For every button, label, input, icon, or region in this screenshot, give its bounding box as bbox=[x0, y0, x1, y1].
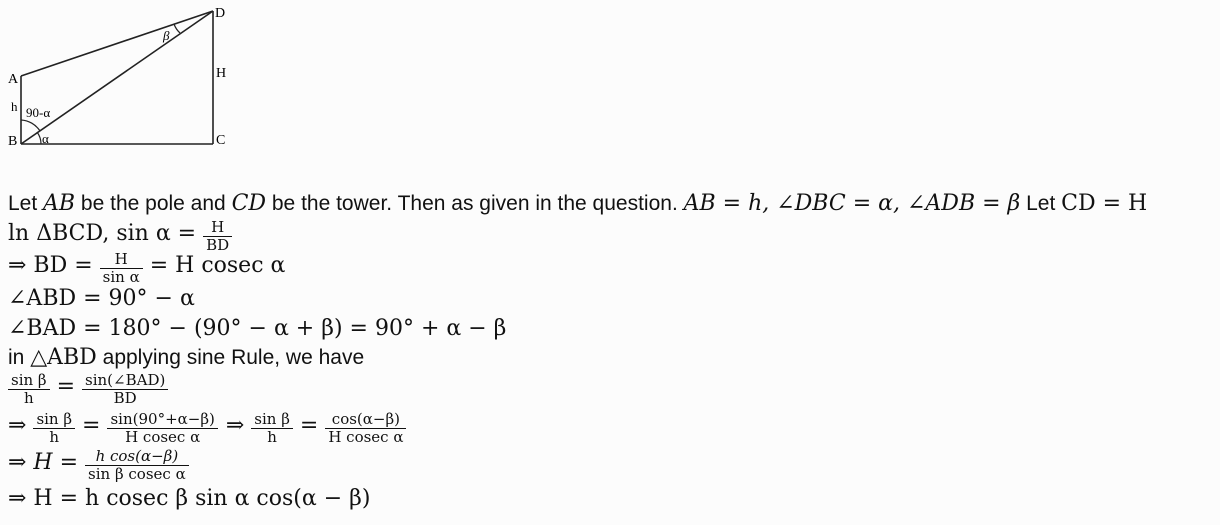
implies: ⇒ bbox=[225, 413, 252, 439]
equals: = bbox=[49, 374, 83, 400]
label-b: B bbox=[8, 134, 18, 149]
sine-rule-eq bbox=[8, 372, 168, 407]
frac-num: sin β bbox=[33, 411, 75, 429]
ab-symbol: AB bbox=[43, 191, 76, 216]
triangle-diagram bbox=[0, 0, 240, 150]
frac-den: h bbox=[49, 428, 60, 446]
frac-num: sin(90°+α−β) bbox=[107, 411, 217, 429]
sine-rule-line bbox=[8, 345, 364, 370]
intro-text-1: Let bbox=[8, 192, 44, 215]
cd-symbol: CD bbox=[231, 191, 267, 216]
frac-den: h bbox=[267, 428, 277, 446]
given-values: AB = h, ∠DBC = α, ∠ADB = β bbox=[683, 191, 1021, 216]
fraction-h-bd bbox=[203, 219, 232, 254]
label-90-alpha: 90-α bbox=[26, 105, 51, 120]
angle-arc-alpha bbox=[37, 132, 41, 144]
label-beta: β bbox=[163, 28, 170, 43]
frac-den: sin α bbox=[102, 268, 140, 286]
triangle-abd: △ABD bbox=[30, 345, 97, 370]
fraction-sin90 bbox=[107, 411, 217, 446]
frac-den: sin β cosec α bbox=[88, 465, 186, 483]
frac-num: cos(α−β) bbox=[325, 411, 406, 429]
equals: = bbox=[292, 413, 326, 439]
intro-text-3: be the tower. Then as given in the question. bbox=[266, 192, 684, 215]
in-bcd-text: ln ΔBCD, sin α = bbox=[8, 221, 204, 247]
fraction-hcos bbox=[85, 448, 189, 483]
label-a: A bbox=[8, 72, 19, 87]
final-answer: ⇒ H = h cosec β sin α cos(α − β) bbox=[8, 486, 371, 511]
implies: ⇒ bbox=[8, 413, 34, 439]
frac-den: BD bbox=[113, 389, 137, 407]
label-d: D bbox=[215, 6, 226, 21]
bd-lhs: ⇒ BD = bbox=[8, 253, 100, 279]
angle-arc-beta bbox=[174, 24, 180, 33]
equals: = bbox=[75, 413, 108, 439]
implies-h: ⇒ H = bbox=[8, 450, 86, 476]
frac-num: H bbox=[100, 251, 143, 269]
in-text: in bbox=[8, 346, 31, 369]
bd-rhs: = H cosec α bbox=[142, 253, 286, 279]
label-h-upper: H bbox=[216, 66, 227, 81]
intro-text-2: be the pole and bbox=[75, 192, 232, 215]
in-bcd-line bbox=[8, 219, 232, 254]
frac-den: H cosec α bbox=[125, 428, 201, 446]
frac-num: sin(∠BAD) bbox=[82, 372, 168, 390]
fraction-sinbad-bd bbox=[82, 372, 168, 407]
frac-den: BD bbox=[206, 236, 230, 254]
fraction-cos bbox=[325, 411, 406, 446]
frac-num: sin β bbox=[251, 411, 293, 429]
frac-num: H bbox=[203, 219, 232, 237]
frac-den: h bbox=[23, 389, 34, 407]
angle-arc-top bbox=[21, 120, 40, 131]
label-c: C bbox=[216, 133, 226, 148]
substitution-line bbox=[8, 411, 406, 446]
frac-den: H cosec α bbox=[328, 428, 404, 446]
fraction-h-sin bbox=[100, 251, 143, 286]
label-alpha: α bbox=[42, 131, 49, 146]
bad-line: ∠BAD = 180° − (90° − α + β) = 90° + α − β bbox=[8, 316, 507, 341]
label-h-lower: h bbox=[11, 99, 18, 114]
abd-line: ∠ABD = 90° − α bbox=[8, 286, 195, 311]
let-cd-eq: CD = H bbox=[1061, 191, 1148, 216]
let-cd-text: Let bbox=[1020, 192, 1062, 215]
fraction-sinb-h bbox=[8, 372, 50, 407]
h-solution-line bbox=[8, 448, 189, 483]
line-ad bbox=[21, 11, 213, 76]
frac-num: sin β bbox=[8, 372, 50, 390]
bd-line bbox=[8, 251, 285, 286]
fraction-sinb-h bbox=[251, 411, 293, 446]
frac-num: h cos(α−β) bbox=[85, 448, 189, 466]
fraction-sinb-h bbox=[33, 411, 75, 446]
intro-line bbox=[8, 191, 1147, 216]
sine-rule-text: applying sine Rule, we have bbox=[96, 346, 365, 369]
line-bd bbox=[21, 11, 213, 144]
